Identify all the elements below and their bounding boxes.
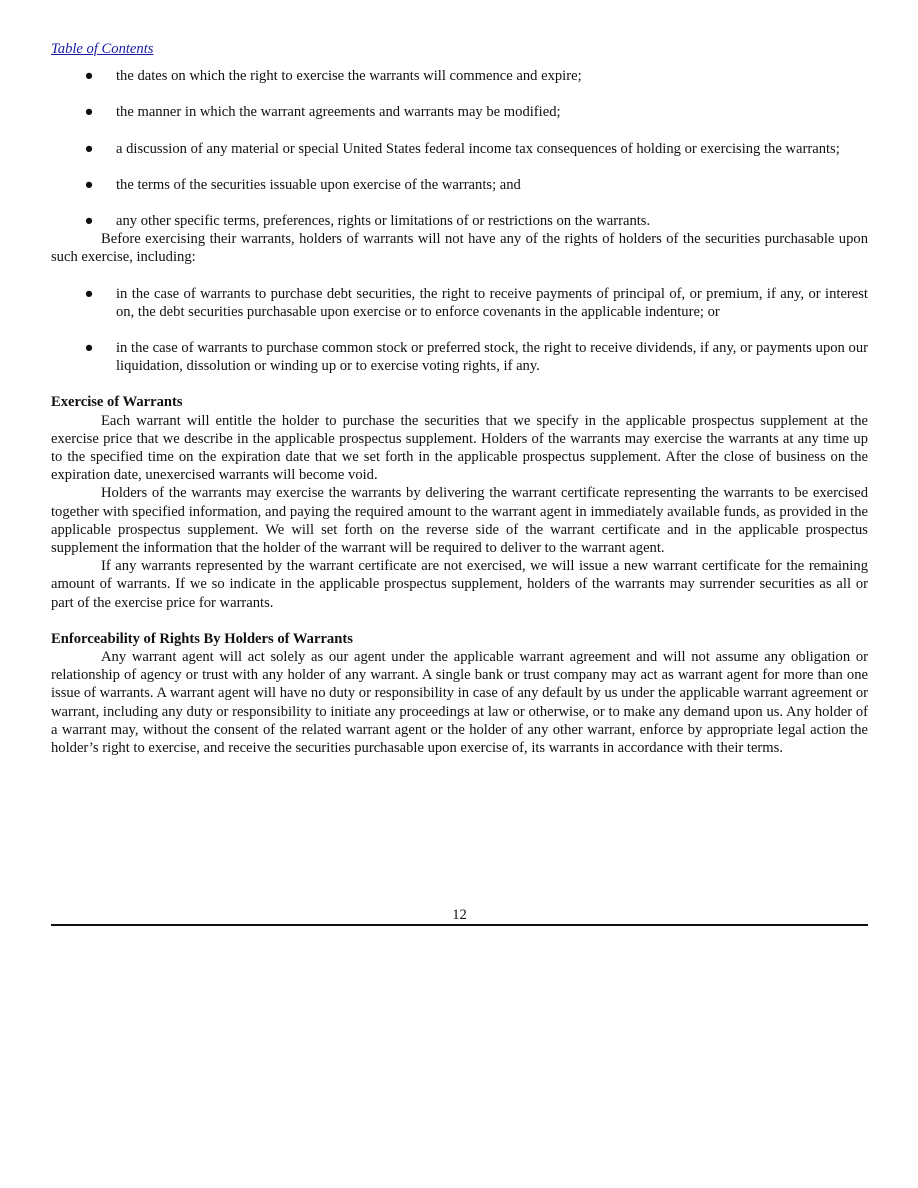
list-item-text: the terms of the securities issuable upon exercise of the warrants; and: [116, 176, 521, 193]
list-item-text: the dates on which the right to exercise the warrants will commence and expire;: [116, 68, 582, 85]
bullet-icon: ●: [84, 140, 94, 157]
list-item-text: in the case of warrants to purchase debt securities, the right to receive payments of principal of, or premium, if any, or interest on, the debt securities purchasable upon exercise or to enforce covenants in the applicable indenture; or: [116, 285, 868, 320]
table-of-contents-link[interactable]: Table of Contents: [51, 41, 154, 57]
body-paragraph: Any warrant agent will act solely as our agent under the applicable warrant agreement and will not assume any obligation or relationship of agency or trust with any holder of any warrant. A single bank or trust company may act as warrant agent for more than one issue of warrants. A warrant agent will have no duty or responsibility in case of any default by us under the applicable warrant agreement or warrant, including any duty or responsibility to initiate any proceedings at law or otherwise, or to make any demand upon us. Any holder of a warrant may, without the consent of the related warrant agent or the holder of any other warrant, enforce by appropriate legal action the holder’s right to exercise, and receive the securities purchasable upon exercise of, its warrants in accordance with their terms.: [51, 649, 868, 757]
list-item-text: any other specific terms, preferences, rights or limitations of or restrictions on the warrants.: [116, 213, 651, 230]
bullet-icon: ●: [84, 213, 94, 230]
bullet-icon: ●: [84, 68, 94, 85]
list-item: [51, 103, 868, 121]
document-page: [51, 40, 868, 757]
footer-divider: [51, 924, 868, 926]
section-heading-enforceability: Enforceability of Rights By Holders of Warrants: [51, 630, 353, 647]
list-item: [51, 285, 868, 321]
bullet-icon: ●: [84, 340, 94, 357]
list-item: [51, 212, 868, 230]
bullet-icon: ●: [84, 104, 94, 121]
warrant-terms-list: [51, 67, 868, 230]
section-heading-exercise: Exercise of Warrants: [51, 394, 183, 411]
list-item: [51, 67, 868, 85]
list-item-text: in the case of warrants to purchase common stock or preferred stock, the right to receive dividends, if any, or payments upon our liquidation, dissolution or winding up or to exercise voting rights, if any.: [116, 340, 868, 375]
list-item-text: the manner in which the warrant agreements and warrants may be modified;: [116, 104, 561, 121]
holder-rights-list: [51, 285, 868, 376]
list-item: [51, 176, 868, 194]
body-paragraph: Each warrant will entitle the holder to purchase the securities that we specify in the applicable prospectus supplement at the exercise price that we describe in the applicable prospectus supplement. Holders of the warrants may exercise the warrants at any time up to the specified time on the expiration date that we set forth in the applicable prospectus supplement. After the close of business on the expiration date, unexercised warrants will become void.: [51, 412, 868, 484]
list-item: [51, 339, 868, 375]
bullet-icon: ●: [84, 285, 94, 302]
body-paragraph: Holders of the warrants may exercise the warrants by delivering the warrant certificate representing the warrants to be exercised together with specified information, and paying the required amount to the warrant agent in immediately available funds, as provided in the applicable prospectus supplement. We will set forth on the reverse side of the warrant certificate and in the applicable prospectus supplement the information that the holder of the warrant will be required to deliver to the warrant agent.: [51, 485, 868, 557]
page-number: 12: [452, 907, 467, 923]
body-paragraph: If any warrants represented by the warrant certificate are not exercised, we will issue a new warrant certificate for the remaining amount of warrants. If we so indicate in the applicable prospectus supplement, holders of the warrants may surrender securities as all or part of the exercise price for warrants.: [51, 558, 868, 611]
list-item-text: a discussion of any material or special United States federal income tax consequences of holding or exercising the warrants;: [116, 140, 840, 157]
bullet-icon: ●: [84, 176, 94, 193]
body-paragraph: Before exercising their warrants, holders of warrants will not have any of the rights of holders of the securities purchasable upon such exercise, including:: [51, 231, 868, 266]
list-item: [51, 140, 868, 158]
